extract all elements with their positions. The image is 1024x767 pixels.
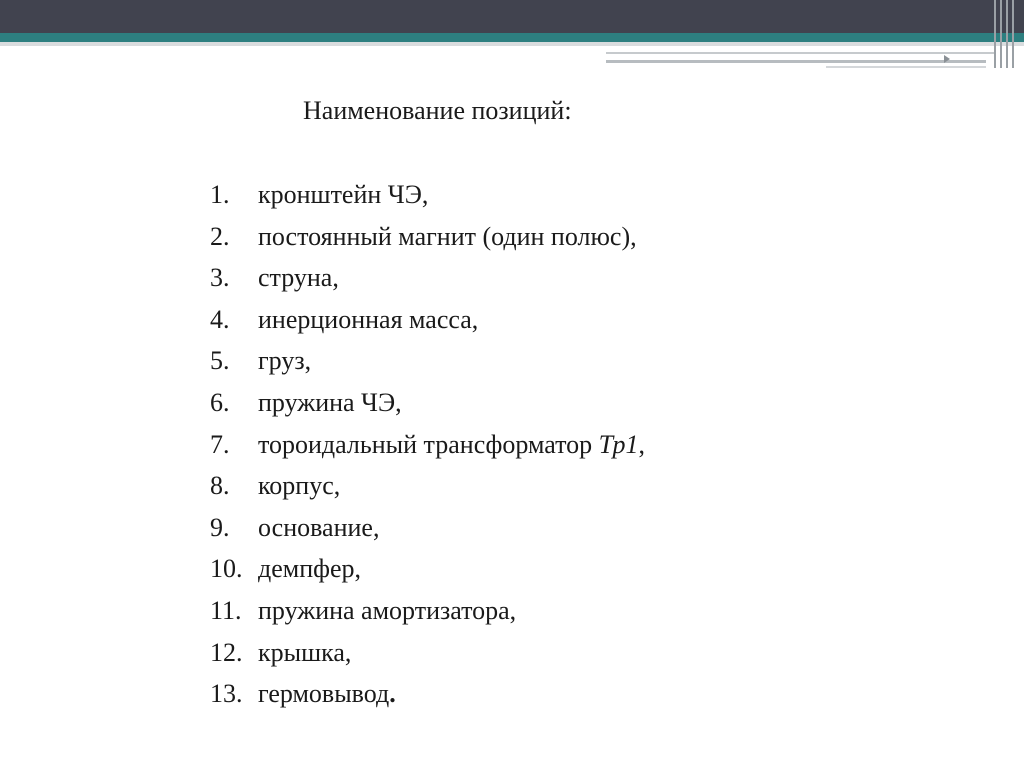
item-text: пружина амортизатора, (258, 595, 517, 625)
list-item (210, 176, 645, 218)
slide-title: Наименование позиций: (303, 96, 572, 125)
list-item (210, 342, 645, 384)
item-number: 8. (210, 471, 230, 501)
item-text: основание, (258, 512, 380, 542)
list-item (210, 467, 645, 509)
vertical-bar (1000, 0, 1002, 68)
list-item (210, 426, 645, 468)
header-decor-line (606, 60, 986, 63)
item-text: крышка, (258, 637, 352, 667)
item-text: пружина ЧЭ, (258, 387, 402, 417)
header-decor-line (826, 66, 986, 68)
item-text-suffix: , (638, 429, 645, 459)
header-gray-strip (0, 42, 1024, 46)
item-text (258, 426, 645, 468)
list-item (210, 301, 645, 343)
item-text-bold-suffix: . (389, 679, 396, 709)
item-text: груз, (258, 346, 312, 376)
list-item (210, 550, 645, 592)
item-number: 6. (210, 387, 230, 417)
item-number: 12. (210, 637, 243, 667)
item-number: 3. (210, 263, 230, 293)
list-item (210, 384, 645, 426)
item-number: 1. (210, 180, 230, 209)
header-dark-band (0, 0, 1024, 33)
vertical-bar (1006, 0, 1008, 68)
item-number: 11. (210, 595, 242, 625)
item-number: 13. (210, 679, 243, 709)
item-text-main: тороидальный трансформатор (258, 429, 599, 459)
list-item (210, 218, 645, 260)
list-item (210, 634, 645, 676)
header-decor-line (606, 52, 996, 54)
list-item (210, 259, 645, 301)
header-teal-band (0, 33, 1024, 42)
header-vertical-bars (992, 0, 1018, 68)
list-item (210, 675, 645, 717)
list-item (210, 592, 645, 634)
vertical-bar (1012, 0, 1014, 68)
triangle-right-icon (944, 55, 950, 63)
item-number: 4. (210, 304, 230, 334)
positions-list (210, 176, 645, 717)
item-text: инерционная масса, (258, 304, 479, 334)
list-item (210, 509, 645, 551)
item-number: 5. (210, 346, 230, 376)
item-text: струна, (258, 263, 339, 293)
item-text: демпфер, (258, 554, 362, 584)
vertical-bar (994, 0, 996, 68)
item-text: постоянный магнит (один полюс), (258, 221, 637, 251)
item-number: 10. (210, 554, 243, 584)
item-number: 2. (210, 221, 230, 251)
item-text (258, 675, 396, 717)
item-number: 9. (210, 512, 230, 542)
item-text: корпус, (258, 471, 341, 501)
item-text: кронштейн ЧЭ, (258, 180, 429, 209)
item-text-main: гермовывод (258, 679, 390, 709)
item-text-italic: Тр1 (598, 429, 639, 459)
item-number: 7. (210, 429, 230, 459)
